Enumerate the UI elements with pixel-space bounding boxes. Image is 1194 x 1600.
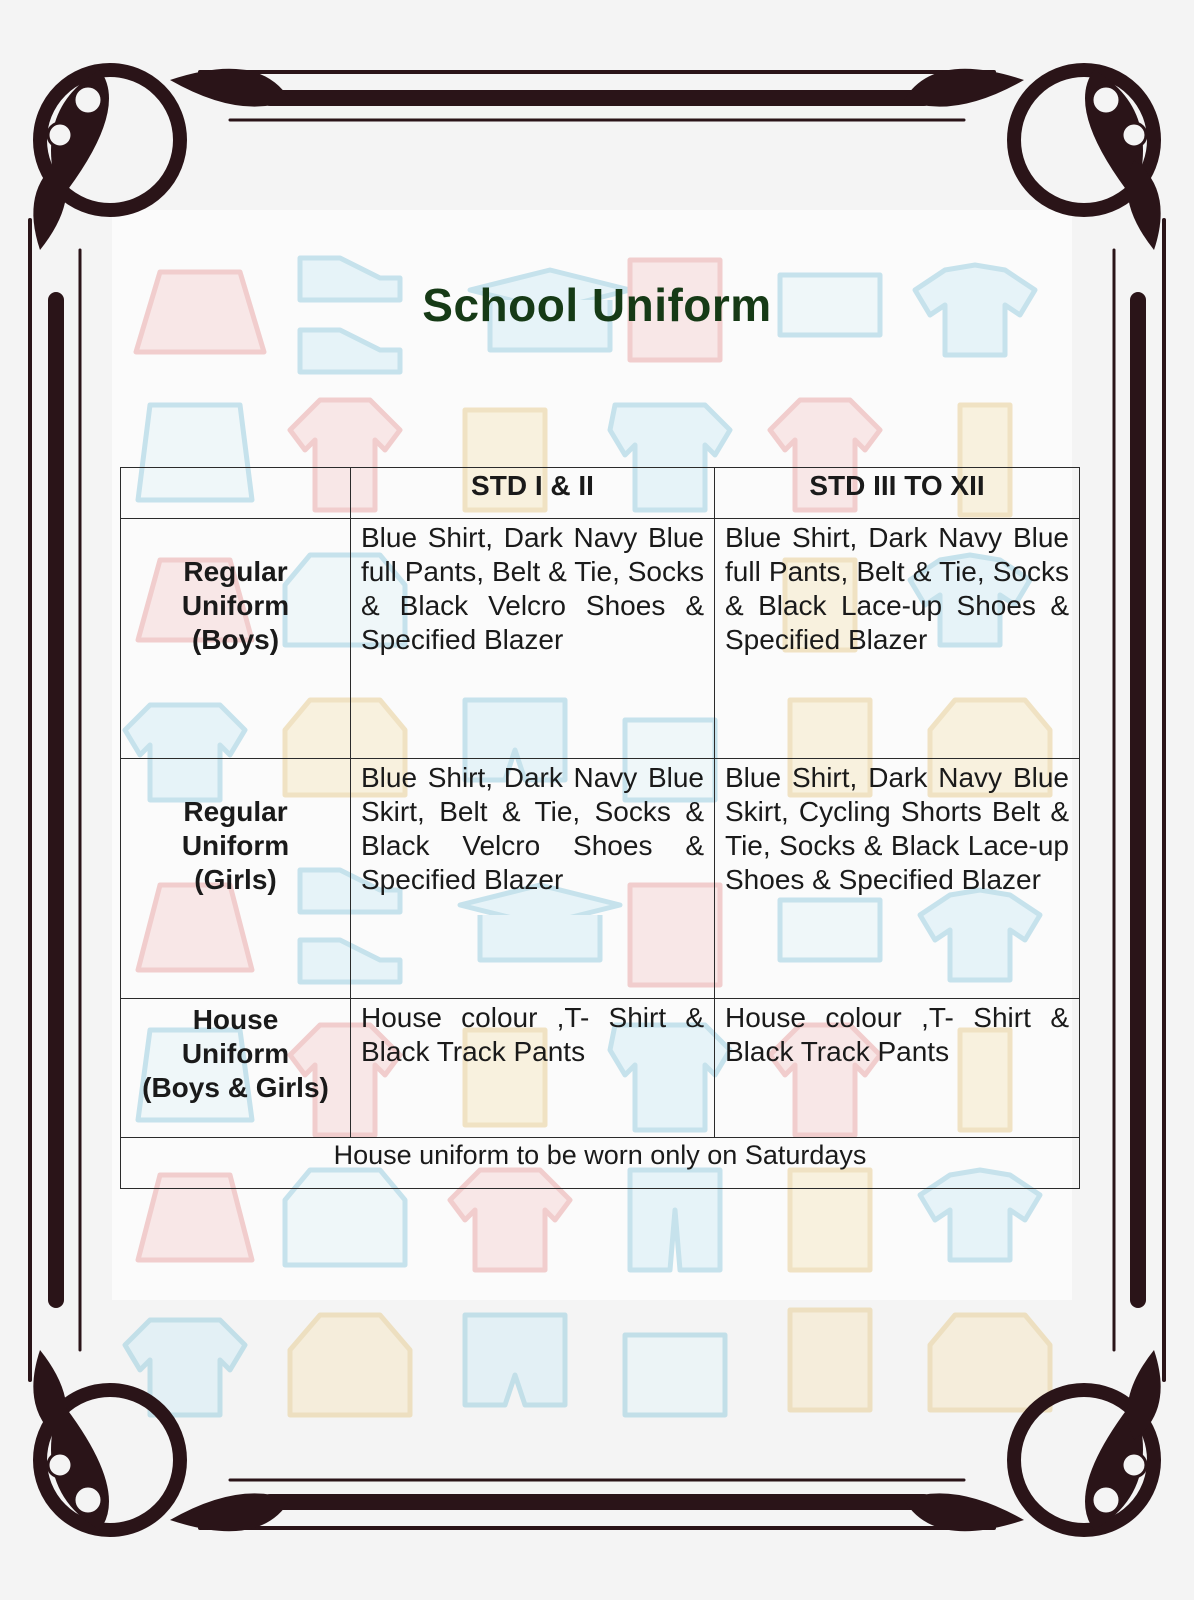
corner-ornament-bottom-left <box>33 1350 290 1531</box>
corner-ornament-top-right <box>904 69 1161 250</box>
cell-girls-std-3-12: Blue Shirt, Dark Navy Blue Skirt, Cycling Shorts Belt & Tie, Socks & Black Lace-up Shoes & Specified Blazer <box>715 759 1080 999</box>
cell-girls-std-1-2: Blue Shirt, Dark Navy Blue Skirt, Belt & Tie, Socks & Black Velcro Shoes & Specified Blazer <box>351 759 715 999</box>
row-label-line: Regular <box>183 556 288 587</box>
row-label-line: (Boys) <box>191 624 280 655</box>
uniform-table <box>120 467 1080 1189</box>
row-label-line: (Girls) <box>194 864 277 895</box>
row-label-line: Uniform <box>181 1038 290 1069</box>
cell-house-std-3-12: House colour ,T- Shirt & Black Track Pants <box>715 999 1080 1138</box>
row-label-girls <box>121 759 351 999</box>
cell-house-std-1-2: House colour ,T- Shirt & Black Track Pants <box>351 999 715 1138</box>
table-header-row <box>121 468 1080 519</box>
corner-ornament-top-left <box>33 69 290 250</box>
header-std-3-12: STD III TO XII <box>715 468 1080 519</box>
header-std-1-2: STD I & II <box>351 468 715 519</box>
row-label-line: House <box>192 1004 279 1035</box>
row-label-line: Regular <box>183 796 288 827</box>
row-label-line: Uniform <box>181 590 290 621</box>
corner-ornament-bottom-right <box>904 1350 1161 1531</box>
row-label-line: Uniform <box>181 830 290 861</box>
cell-boys-std-1-2: Blue Shirt, Dark Navy Blue full Pants, Belt & Tie, Socks & Black Velcro Shoes & Specified Blazer <box>351 519 715 759</box>
page-title: School Uniform <box>422 279 772 331</box>
footer-note: House uniform to be worn only on Saturdays <box>121 1138 1080 1189</box>
table-row <box>121 759 1080 999</box>
row-label-house <box>121 999 351 1138</box>
table-row <box>121 519 1080 759</box>
cell-boys-std-3-12: Blue Shirt, Dark Navy Blue full Pants, Belt & Tie, Socks & Black Lace-up Shoes & Specified Blazer <box>715 519 1080 759</box>
header-empty-cell <box>121 468 351 519</box>
table-row <box>121 999 1080 1138</box>
row-label-line: (Boys & Girls) <box>142 1072 329 1103</box>
table-footer-row <box>121 1138 1080 1189</box>
row-label-boys <box>121 519 351 759</box>
